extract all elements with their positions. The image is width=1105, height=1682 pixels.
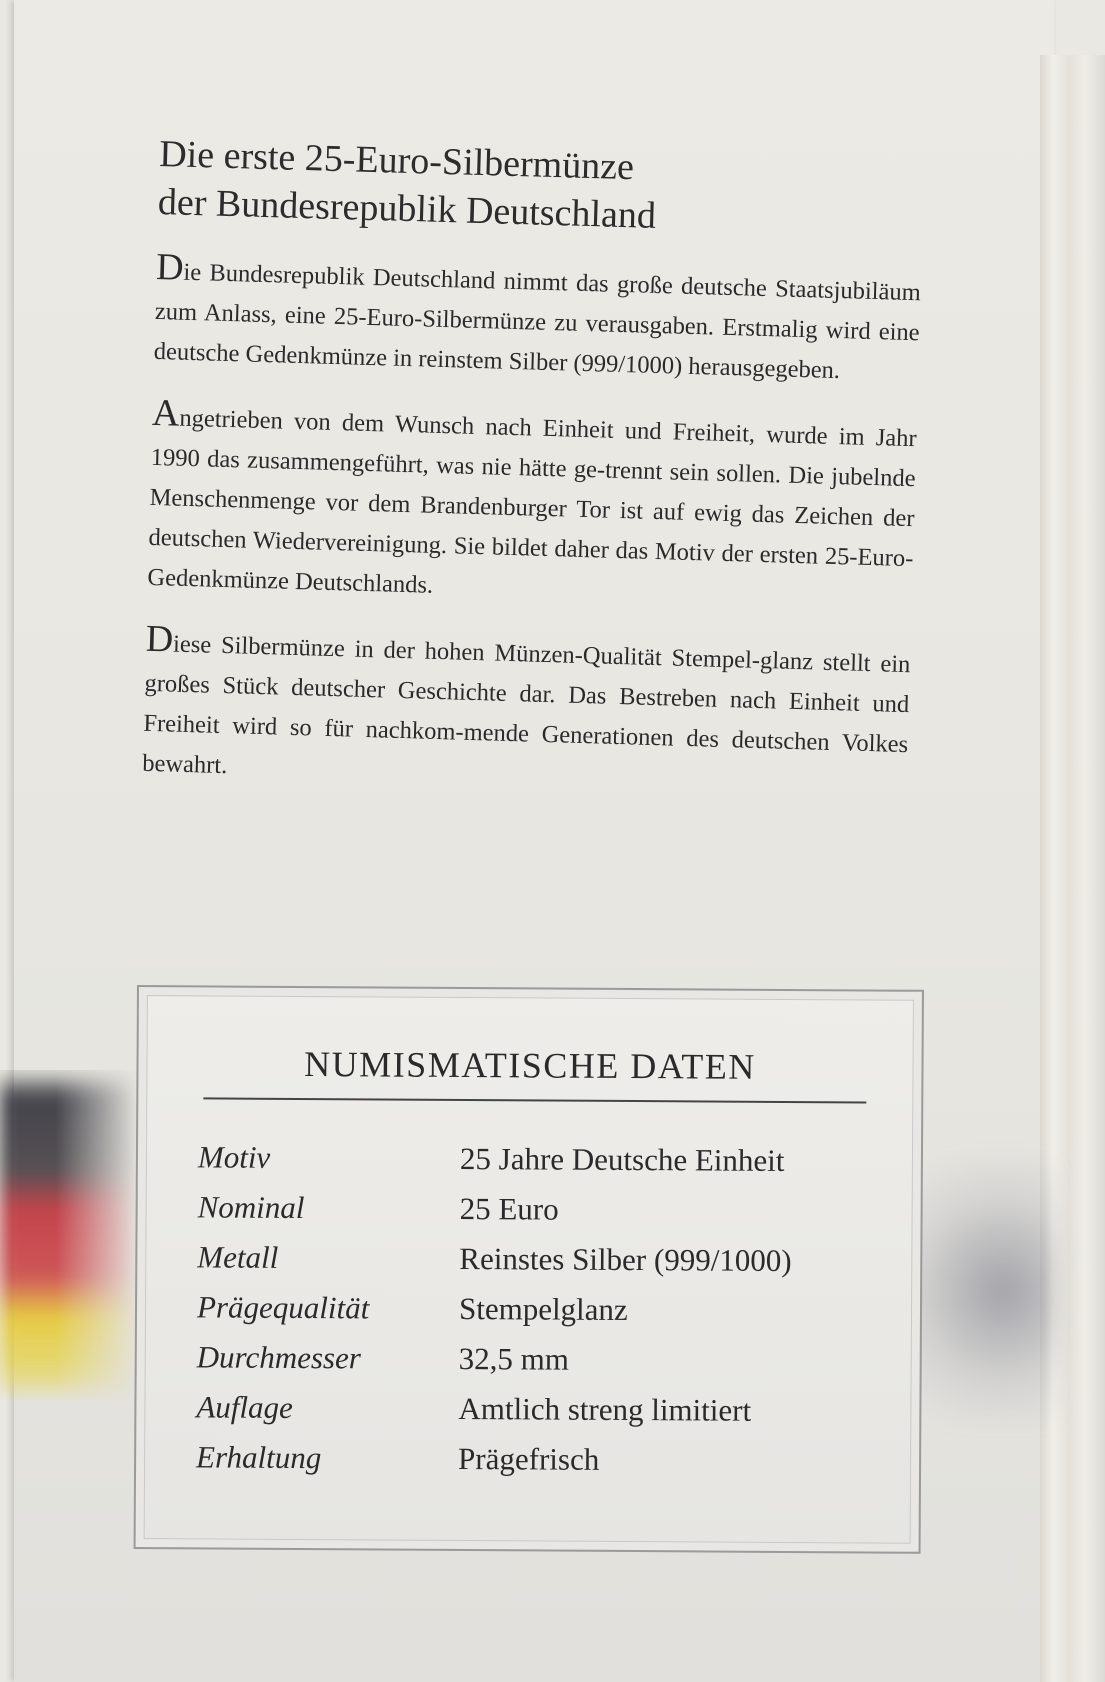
data-table: [196, 1132, 878, 1486]
data-label: Erhaltung: [196, 1439, 322, 1476]
data-row-erhaltung: [196, 1432, 876, 1486]
data-label: Durchmesser: [196, 1339, 362, 1376]
data-label: Prägequalität: [196, 1289, 370, 1326]
heading-line-2: der Bundesrepublik Deutschland: [157, 180, 657, 237]
data-value: Amtlich streng limitiert: [458, 1390, 752, 1428]
data-row-praegequalitaet: [197, 1282, 877, 1336]
article-heading: [157, 130, 924, 247]
data-row-durchmesser: [197, 1332, 877, 1386]
page-edge-stack: [1040, 55, 1105, 1682]
heading-line-1: Die erste 25-Euro-Silbermünze: [158, 132, 635, 189]
data-row-nominal: [197, 1182, 877, 1236]
dropcap: A: [151, 391, 181, 435]
title-divider: [203, 1097, 866, 1103]
paragraph-text: ie Bundesrepublik Deutschland nimmt das große deutsche Staatsjubiläum zum Anlass, eine 25-Euro-Silbermünze zu verausgaben. Erstmalig wird eine deutsche Gedenkmünze in reinstem Silber (999/1000) herausgegeben.: [153, 258, 922, 385]
paragraph-1: [153, 245, 922, 393]
data-label: Nominal: [197, 1189, 305, 1226]
data-label: Motiv: [197, 1139, 271, 1175]
data-row-metall: [197, 1232, 877, 1286]
data-box-title: NUMISMATISCHE DATEN: [304, 1044, 756, 1087]
data-row-motiv: [198, 1132, 878, 1186]
data-value: Reinstes Silber (999/1000): [459, 1240, 792, 1279]
data-value: 25 Jahre Deutsche Einheit: [459, 1140, 785, 1178]
german-flag-blur: [0, 1070, 140, 1400]
data-value: Prägefrisch: [458, 1440, 600, 1477]
numismatic-data-box: [134, 985, 924, 1554]
data-value: 32,5 mm: [458, 1340, 570, 1377]
data-label: Metall: [197, 1239, 279, 1275]
data-row-auflage: [196, 1382, 876, 1436]
paragraph-text: ngetrieben von dem Wunsch nach Einheit und Freiheit, wurde im Jahr 1990 das zusammengeführt, was nie hätte ge-trennt sein sollen. Die jubelnde Menschenmenge vor dem Brandenburger Tor ist auf ewig das Zeichen der deutschen Wiedervereinigung. Sie bildet daher das Motiv der ersten 25-Euro-Gedenkmünze Deutschlands.: [147, 404, 918, 599]
article: [141, 130, 925, 827]
data-value: Stempelglanz: [458, 1290, 628, 1328]
paragraph-text: iese Silbermünze in der hohen Münzen-Qualität Stempel-glanz stellt ein großes Stück deutscher Geschichte dar. Das Bestreben nach Einheit und Freiheit wird so für nachkom-mende Generationen des deutschen Volkes bewahrt.: [141, 630, 911, 780]
paragraph-3: [141, 617, 911, 805]
dropcap: D: [145, 617, 174, 661]
paragraph-2: [147, 391, 918, 619]
data-value: 25 Euro: [459, 1190, 559, 1227]
data-label: Auflage: [196, 1389, 293, 1425]
dropcap: D: [155, 245, 185, 289]
